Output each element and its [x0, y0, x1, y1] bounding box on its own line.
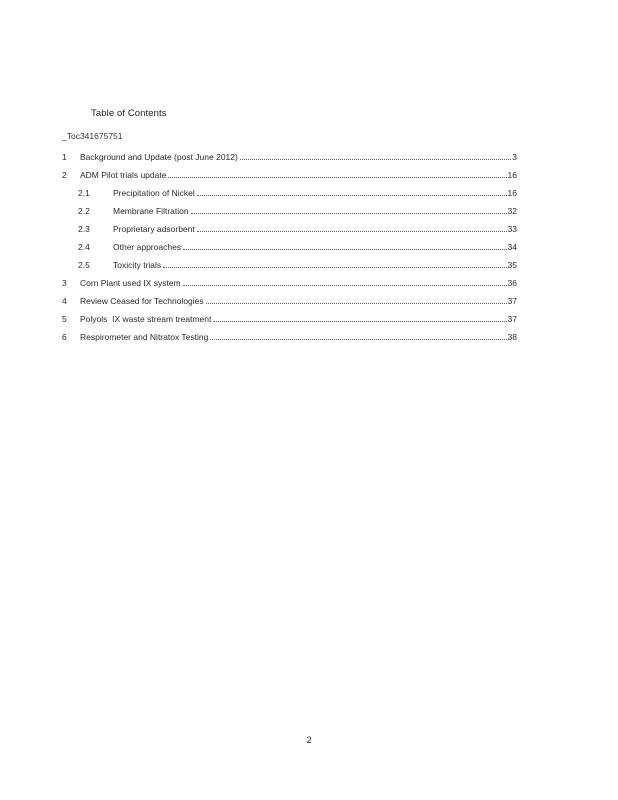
toc-entry[interactable]	[78, 238, 517, 252]
toc-entry-page: 32	[507, 206, 517, 216]
toc-entry[interactable]	[78, 256, 517, 270]
toc-entry-title: Proprietary adsorbent	[113, 224, 195, 234]
toc-dot-leader	[213, 321, 506, 322]
toc-entry-title: ADM Pilot trials update	[80, 170, 167, 180]
toc-entry-title: Precipitation of Nickel	[113, 188, 195, 198]
toc-entry-number: 2.3	[78, 224, 90, 234]
toc-entry[interactable]	[62, 328, 517, 342]
toc-entry-title: Background and Update (post June 2012)	[80, 152, 238, 162]
toc-entry-number: 2.4	[78, 242, 90, 252]
toc-entry-title: Corn Plant used IX system	[80, 278, 181, 288]
toc-entry-page: 38	[507, 332, 517, 342]
toc-dot-leader	[197, 195, 507, 196]
toc-entry-number: 5	[62, 314, 67, 324]
toc-entry-title: Toxicity trials	[113, 260, 162, 270]
toc-entry[interactable]	[62, 310, 517, 324]
toc-entry-title: Review Ceased for Technologies	[80, 296, 204, 306]
toc-entry-number: 3	[62, 278, 67, 288]
toc-entry-title: Respirometer and Nitratox Testing	[80, 332, 209, 342]
toc-entry-page: 37	[507, 314, 517, 324]
toc-entry[interactable]	[62, 148, 517, 162]
page-number: 2	[306, 735, 312, 746]
toc-dot-leader	[183, 285, 507, 286]
toc-entry-page: 36	[507, 278, 517, 288]
toc-entry-page: 33	[507, 224, 517, 234]
toc-entry-page: 35	[507, 260, 517, 270]
toc-entry-title: Other approaches	[113, 242, 182, 252]
toc-dot-leader	[163, 267, 506, 268]
toc-entry[interactable]	[62, 292, 517, 306]
toc-entry-number: 4	[62, 296, 67, 306]
toc-entry-page: 16	[507, 170, 517, 180]
toc-dot-leader	[206, 303, 507, 304]
toc-entry-number: 2.2	[78, 206, 90, 216]
toc-entry-number: 6	[62, 332, 67, 342]
toc-dot-leader	[210, 339, 506, 340]
toc-entry-number: 2.5	[78, 260, 90, 270]
toc-dot-leader	[183, 249, 506, 250]
toc-entry-number: 1	[62, 152, 67, 162]
toc-entry[interactable]	[62, 166, 517, 180]
toc-entry[interactable]	[62, 274, 517, 288]
toc-entry-page: 34	[507, 242, 517, 252]
toc-entry-page: 16	[507, 188, 517, 198]
toc-anchor-text: _Toc341675751	[62, 131, 123, 141]
toc-entry-page: 37	[507, 296, 517, 306]
toc-entry-number: 2	[62, 170, 67, 180]
toc-entry[interactable]	[78, 220, 517, 234]
toc-dot-leader	[168, 177, 506, 178]
toc-dot-leader	[240, 159, 511, 160]
toc-dot-leader	[191, 213, 507, 214]
toc-entry-page: 3	[512, 152, 517, 162]
toc-title: Table of Contents	[91, 108, 167, 119]
toc-entry[interactable]	[78, 184, 517, 198]
toc-dot-leader	[197, 231, 507, 232]
toc-entry-title: Polyols IX waste stream treatment	[80, 314, 212, 324]
toc-entry-title: Membrane Filtration	[113, 206, 189, 216]
toc-entry[interactable]	[78, 202, 517, 216]
toc-entry-number: 2.1	[78, 188, 90, 198]
